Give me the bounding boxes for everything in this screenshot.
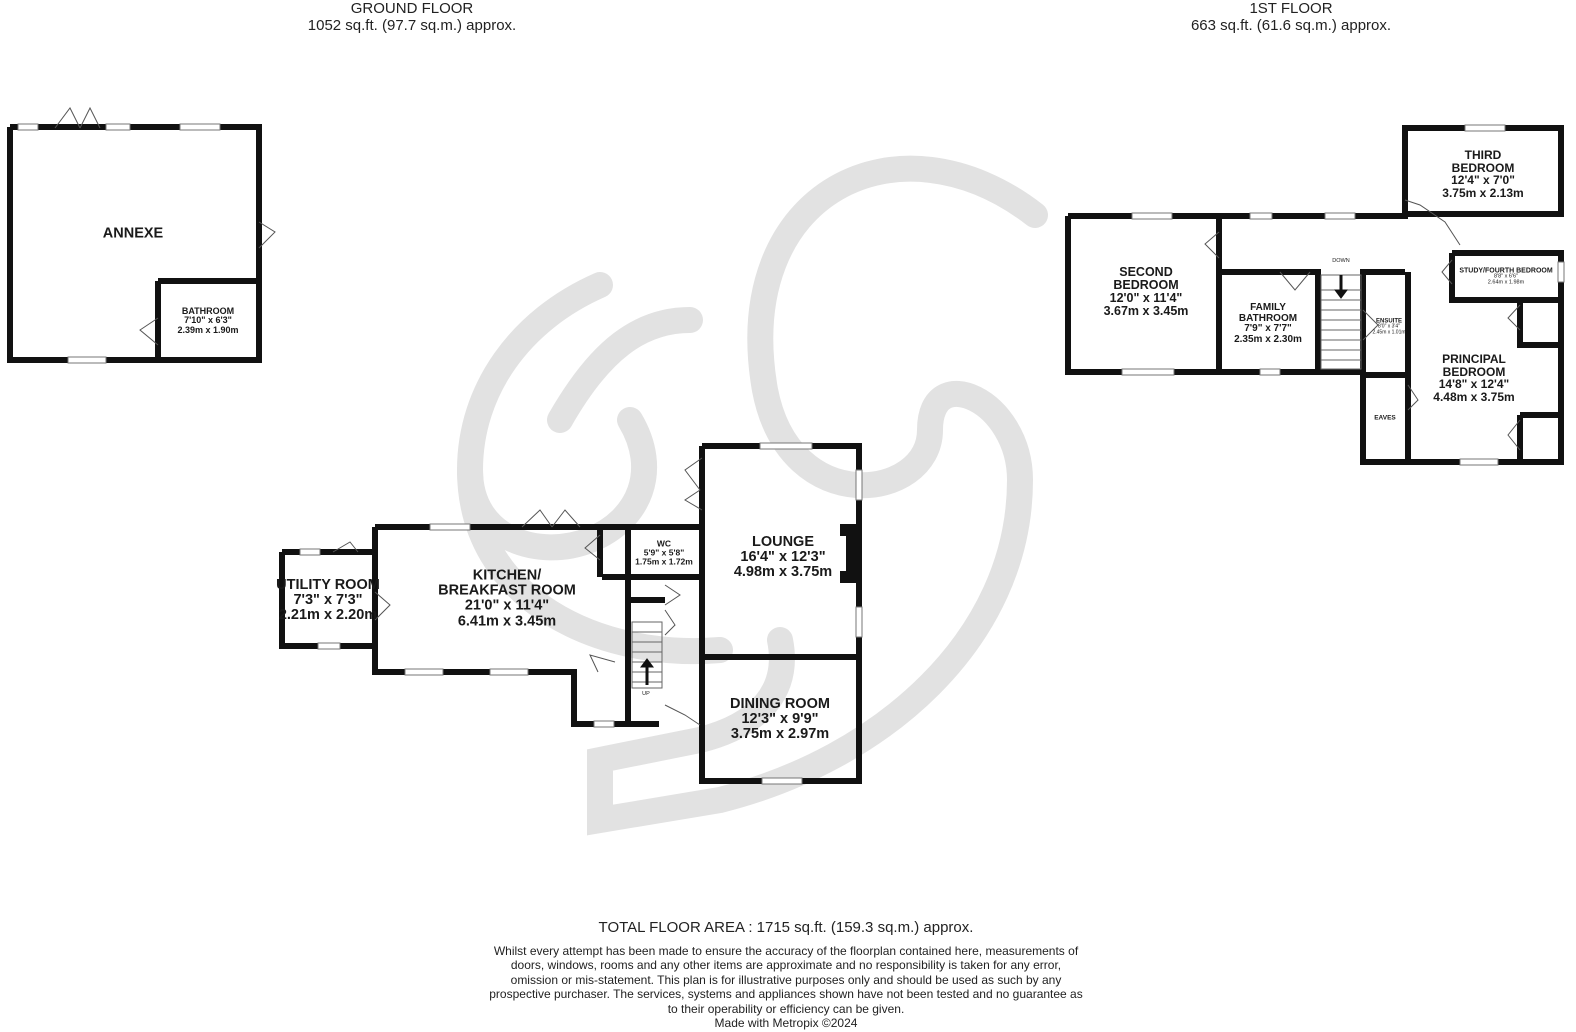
room-name: WC [656,538,672,549]
room-imperial: 7'9" x 7'7" [1244,323,1292,334]
room-imperial: 7'3" x 7'3" [293,592,363,609]
room-imperial: 14'8" x 12'4" [1438,377,1510,391]
first-floor-title: 1ST FLOOR [1249,0,1333,17]
stairs-first [1321,275,1361,369]
room-ensuite [1372,319,1405,336]
room-name: ANNEXE [102,225,164,242]
room-name-1: PRINCIPAL [1442,351,1506,366]
stairs-up-label: UP [642,691,650,698]
stairs-down-label: DOWN [1332,258,1350,265]
room-imperial: 21'0" x 11'4" [464,598,550,614]
room-metric: 1.75m x 1.72m [635,556,693,567]
room-wc [635,540,693,567]
room-name-1: FAMILY [1250,302,1286,313]
disclaimer [486,944,1086,1030]
room-metric: 2.35m x 2.30m [1234,333,1302,345]
room-principal-bedroom [1433,353,1514,403]
room-dining [730,697,830,743]
room-imperial: 5'9" x 5'8" [643,547,685,558]
room-lounge [734,535,832,581]
room-name-1: SECOND [1119,264,1173,279]
room-imperial: 12'0" x 11'4" [1109,291,1183,305]
first-floor-area: 663 sq.ft. (61.6 sq.m.) approx. [1190,17,1392,34]
room-name-1: THIRD [1464,147,1502,162]
room-annexe-bathroom [177,307,238,335]
room-metric: 3.67m x 3.45m [1103,304,1189,319]
room-name: BATHROOM [181,305,235,316]
credit-text: Made with Metropix ©2024 [714,1016,858,1031]
room-metric: 2.21m x 2.20m [278,607,378,624]
room-metric: 3.75m x 2.13m [1442,185,1524,200]
ground-floor-area: 1052 sq.ft. (97.7 sq.m.) approx. [307,17,517,34]
room-name-2: BREAKFAST ROOM [438,582,576,599]
room-kitchen [438,569,576,630]
room-third-bedroom [1442,149,1523,199]
room-imperial: 12'3" x 9'9" [741,711,819,728]
ground-floor-title: GROUND FLOOR [350,0,474,17]
principal-closets [1520,300,1561,462]
room-imperial: 8'8" x 6'6" [1493,273,1519,280]
room-name-1: KITCHEN/ [472,567,542,584]
room-metric: 4.48m x 3.75m [1433,389,1515,404]
room-imperial: 12'4" x 7'0" [1451,173,1515,187]
room-metric: 3.75m x 2.97m [730,726,830,743]
room-name: UTILITY ROOM [276,577,380,594]
room-family-bathroom [1234,303,1302,345]
room-name: DINING ROOM [730,696,830,713]
room-imperial: 7'10" x 6'3" [184,315,232,326]
room-name: STUDY/FOURTH BEDROOM [1459,267,1553,275]
room-metric: 2.64m x 1.98m [1487,279,1525,286]
room-name-2: BEDROOM [1442,364,1506,379]
room-name: ENSUITE [1375,318,1403,325]
room-metric: 2.45m x 1.01m [1372,329,1406,336]
room-metric: 2.39m x 1.90m [177,324,239,335]
room-annexe [103,226,163,241]
room-study [1459,268,1552,287]
room-imperial: 8'0" x 3'4" [1378,323,1400,330]
room-name: LOUNGE [751,534,815,551]
disclaimer-text: Whilst every attempt has been made to ensure the accuracy of the floorplan contained here, measurements of doors, windows, rooms and any other items are approximate and no responsibility is taken for any error, omission or mis-statement. This plan is for illustrative purposes only and should be used as such by any prospective purchaser. The services, systems and appliances shown have not been tested and no guarantee as to their operability or efficiency can be given. [489,944,1083,1016]
room-metric: 4.98m x 3.75m [733,564,833,581]
total-floor-area: TOTAL FLOOR AREA : 1715 sq.ft. (159.3 sq.m.) approx. [598,919,974,936]
room-eaves: EAVES [1374,414,1396,422]
room-metric: 6.41m x 3.45m [457,613,557,630]
room-name-2: BATHROOM [1238,312,1298,324]
room-utility [276,578,380,624]
room-imperial: 16'4" x 12'3" [740,549,826,566]
room-name-2: BEDROOM [1451,160,1515,175]
fireplace [840,530,852,577]
room-name-2: BEDROOM [1113,277,1179,292]
room-second-bedroom [1104,266,1189,319]
